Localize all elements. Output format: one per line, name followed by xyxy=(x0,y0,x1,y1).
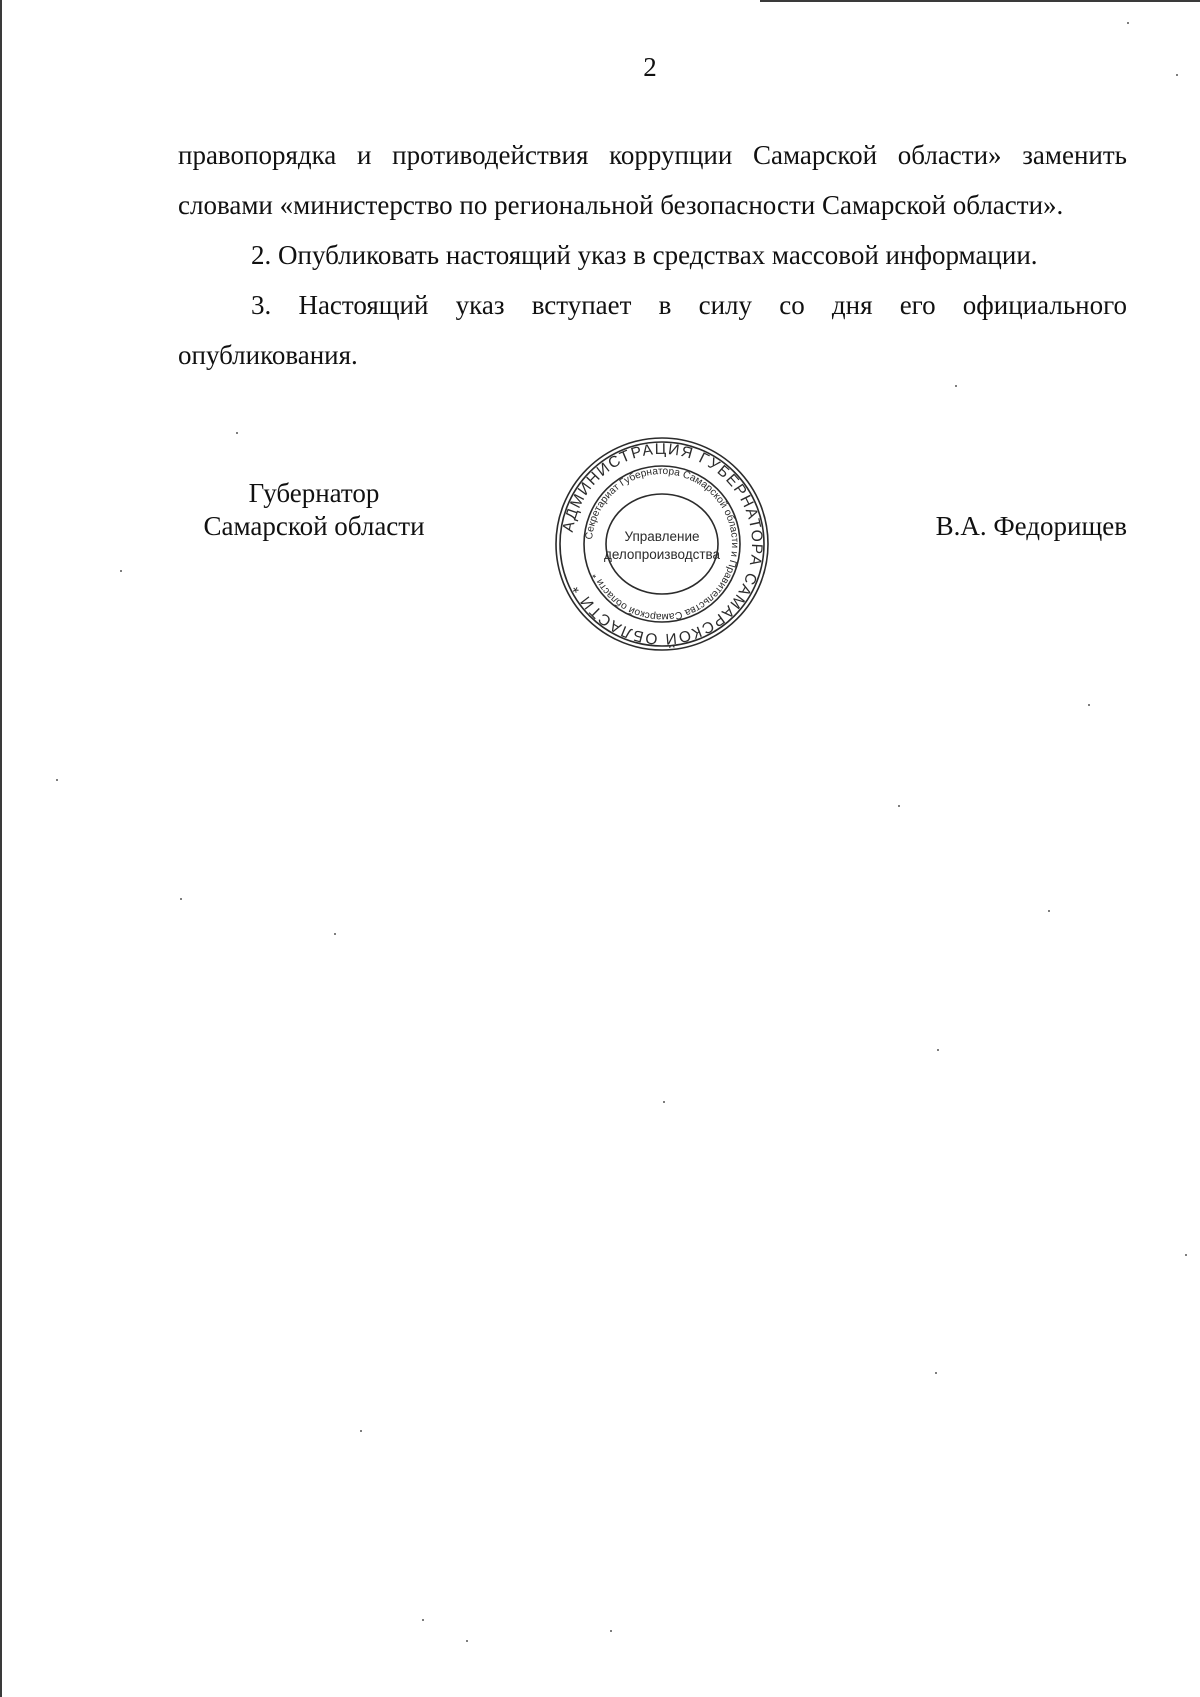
scan-artifact xyxy=(898,805,900,807)
scan-artifact xyxy=(360,1430,362,1432)
seal-center-line-1: Управление xyxy=(624,529,700,544)
scan-artifact xyxy=(1048,910,1050,912)
scan-artifact xyxy=(937,1049,939,1051)
scan-artifact xyxy=(663,1101,665,1103)
scan-artifact xyxy=(180,898,182,900)
seal-outer-text: АДМИНИСТРАЦИЯ ГУБЕРНАТОРА САМАРСКОЙ ОБЛАСТИ * xyxy=(559,440,766,648)
signatory-name: В.А. Федорищев xyxy=(935,511,1127,541)
scan-artifact xyxy=(56,779,58,781)
paragraph-publication: 2. Опубликовать настоящий указ в средствах массовой информации. xyxy=(251,240,1038,270)
scan-artifact xyxy=(1127,22,1129,24)
paragraph-continuation: правопорядка и противодействия коррупции Самарской области» заменить словами «министерство по региональной безопасности Самарской области». xyxy=(178,140,1127,220)
seal-inner-text: Секретариат Губернатора Самарской области и Правительства Самарской области * xyxy=(584,465,741,623)
scan-artifact xyxy=(610,1630,612,1632)
page-number: 2 xyxy=(643,52,657,82)
scan-artifact xyxy=(1176,74,1178,76)
scan-artifact xyxy=(236,432,238,434)
signatory-title-line-2: Самарской области xyxy=(203,511,425,541)
scan-artifact xyxy=(466,1640,468,1642)
seal-center-ring xyxy=(606,494,718,594)
scan-artifact xyxy=(334,933,336,935)
paragraph-effective-date: 3. Настоящий указ вступает в силу со дня его официального опубликования. xyxy=(178,290,1127,370)
signatory-title xyxy=(178,477,450,543)
document-body xyxy=(178,130,1127,380)
scan-artifact xyxy=(935,1372,937,1374)
scan-artifact xyxy=(1088,704,1090,706)
signatory-title-line-1: Губернатор xyxy=(248,478,380,508)
scan-artifact xyxy=(422,1619,424,1621)
page-top-edge xyxy=(760,0,1200,2)
scan-artifact xyxy=(120,570,122,572)
scan-artifact xyxy=(1185,1254,1187,1256)
page-left-edge xyxy=(0,0,2,1697)
official-seal-stamp xyxy=(554,436,770,652)
scan-artifact xyxy=(955,385,957,387)
seal-center-line-2: делопроизводства xyxy=(603,547,721,562)
